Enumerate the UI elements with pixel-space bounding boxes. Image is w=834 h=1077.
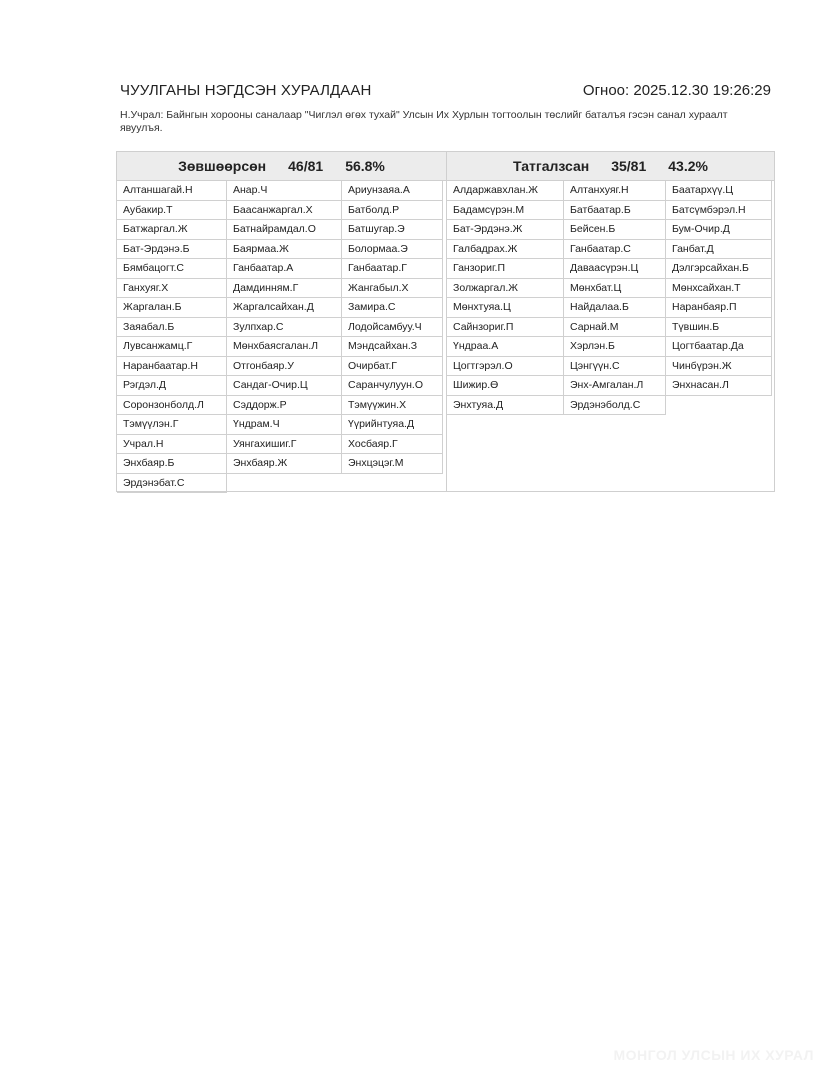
member-name: Энх-Амгалан.Л	[564, 376, 666, 396]
member-name: Сандаг-Очир.Ц	[227, 376, 342, 396]
member-name: Рэгдэл.Д	[117, 376, 227, 396]
member-name: Бат-Эрдэнэ.Ж	[447, 220, 564, 240]
member-name: Жангабыл.Х	[342, 279, 443, 299]
member-name: Эрдэнэболд.С	[564, 396, 666, 416]
member-name: Үндрам.Ч	[227, 415, 342, 435]
member-name: Алтанхуяг.Н	[564, 181, 666, 201]
member-name: Аубакир.Т	[117, 201, 227, 221]
member-name: Хэрлэн.Б	[564, 337, 666, 357]
member-name: Батжаргал.Ж	[117, 220, 227, 240]
member-name: Бат-Эрдэнэ.Б	[117, 240, 227, 260]
member-name: Саранчулуун.О	[342, 376, 443, 396]
member-name: Энхнасан.Л	[666, 376, 772, 396]
member-name: Анар.Ч	[227, 181, 342, 201]
member-name: Зулпхар.С	[227, 318, 342, 338]
member-name: Галбадрах.Ж	[447, 240, 564, 260]
member-name: Очирбат.Г	[342, 357, 443, 377]
member-name: Цогтгэрэл.О	[447, 357, 564, 377]
member-name: Батнайрамдал.О	[227, 220, 342, 240]
vote-description: Н.Учрал: Байнгын хорооны саналаар "Чиглэл өгөх тухай" Улсын Их Хурлын тогтоолын төслийг баталъя гэсэн санал хураалт явуулъя.	[120, 109, 728, 134]
member-name: Наранбаатар.Н	[117, 357, 227, 377]
member-name: Батбаатар.Б	[564, 201, 666, 221]
member-name: Ганбаатар.Г	[342, 259, 443, 279]
member-name: Мөнхсайхан.Т	[666, 279, 772, 299]
member-name: Цогтбаатар.Да	[666, 337, 772, 357]
member-name: Шижир.Ө	[447, 376, 564, 396]
reject-names-grid	[447, 181, 774, 415]
member-name: Ганбат.Д	[666, 240, 772, 260]
member-name: Сэддорж.Р	[227, 396, 342, 416]
vote-results	[116, 151, 775, 492]
member-name: Сайнзориг.П	[447, 318, 564, 338]
member-name: Жаргалсайхан.Д	[227, 298, 342, 318]
member-name: Бямбацогт.С	[117, 259, 227, 279]
approve-label: Зөвшөөрсөн	[178, 158, 267, 174]
member-name: Ганхуяг.Х	[117, 279, 227, 299]
member-name: Наранбаяр.П	[666, 298, 772, 318]
member-name: Отгонбаяр.У	[227, 357, 342, 377]
member-name: Уянгахишиг.Г	[227, 435, 342, 455]
member-name: Мөнхбаясгалан.Л	[227, 337, 342, 357]
member-name: Бум-Очир.Д	[666, 220, 772, 240]
member-name: Баасанжаргал.Х	[227, 201, 342, 221]
member-name: Мөнхбат.Ц	[564, 279, 666, 299]
member-name: Золжаргал.Ж	[447, 279, 564, 299]
member-name: Батболд.Р	[342, 201, 443, 221]
member-name: Энхбаяр.Б	[117, 454, 227, 474]
member-name: Болормаа.Э	[342, 240, 443, 260]
member-name: Замира.С	[342, 298, 443, 318]
member-name: Тэмүүжин.Х	[342, 396, 443, 416]
approve-header	[117, 152, 446, 181]
reject-label: Татгалзсан	[513, 158, 590, 174]
member-name: Дамдинням.Г	[227, 279, 342, 299]
approve-percent: 56.8%	[345, 158, 385, 174]
member-name: Лувсанжамц.Г	[117, 337, 227, 357]
member-name: Жаргалан.Б	[117, 298, 227, 318]
member-name: Бадамсүрэн.М	[447, 201, 564, 221]
member-name: Ариунзаяа.А	[342, 181, 443, 201]
member-name: Тэмүүлэн.Г	[117, 415, 227, 435]
member-name: Энхцэцэг.М	[342, 454, 443, 474]
member-name: Батшугар.Э	[342, 220, 443, 240]
member-name: Баатархүү.Ц	[666, 181, 772, 201]
member-name: Соронзонболд.Л	[117, 396, 227, 416]
reject-header	[447, 152, 774, 181]
member-name: Хосбаяр.Г	[342, 435, 443, 455]
member-name: Цэнгүүн.С	[564, 357, 666, 377]
member-name: Дэлгэрсайхан.Б	[666, 259, 772, 279]
member-name: Алдаржавхлан.Ж	[447, 181, 564, 201]
reject-count: 35/81	[611, 158, 647, 174]
approve-names-grid	[117, 181, 446, 493]
member-name: Сарнай.М	[564, 318, 666, 338]
member-name: Энхтуяа.Д	[447, 396, 564, 416]
member-name: Даваасүрэн.Ц	[564, 259, 666, 279]
member-name: Энхбаяр.Ж	[227, 454, 342, 474]
member-name: Түвшин.Б	[666, 318, 772, 338]
watermark: МОНГОЛ УЛСЫН ИХ ХУРАЛ	[613, 1047, 814, 1063]
member-name: Бейсен.Б	[564, 220, 666, 240]
member-name: Алтаншагай.Н	[117, 181, 227, 201]
member-name: Баярмаа.Ж	[227, 240, 342, 260]
member-name: Лодойсамбуу.Ч	[342, 318, 443, 338]
reject-panel	[447, 152, 774, 491]
member-name: Батсүмбэрэл.Н	[666, 201, 772, 221]
approve-count: 46/81	[288, 158, 324, 174]
member-name: Учрал.Н	[117, 435, 227, 455]
vote-date: Огноо: 2025.12.30 19:26:29	[582, 82, 771, 99]
member-name: Чинбүрэн.Ж	[666, 357, 772, 377]
member-name: Заяабал.Б	[117, 318, 227, 338]
reject-percent: 43.2%	[668, 158, 708, 174]
member-name: Ганбаатар.С	[564, 240, 666, 260]
page-title: ЧУУЛГАНЫ НЭГДСЭН ХУРАЛДААН	[120, 82, 372, 99]
member-name: Эрдэнэбат.С	[117, 474, 227, 494]
member-name: Ганзориг.П	[447, 259, 564, 279]
member-name: Үндраа.А	[447, 337, 564, 357]
member-name: Мэндсайхан.З	[342, 337, 443, 357]
member-name: Мөнхтуяа.Ц	[447, 298, 564, 318]
member-name: Найдалаа.Б	[564, 298, 666, 318]
member-name: Ганбаатар.А	[227, 259, 342, 279]
approve-panel	[117, 152, 447, 491]
member-name: Үүрийнтуяа.Д	[342, 415, 443, 435]
